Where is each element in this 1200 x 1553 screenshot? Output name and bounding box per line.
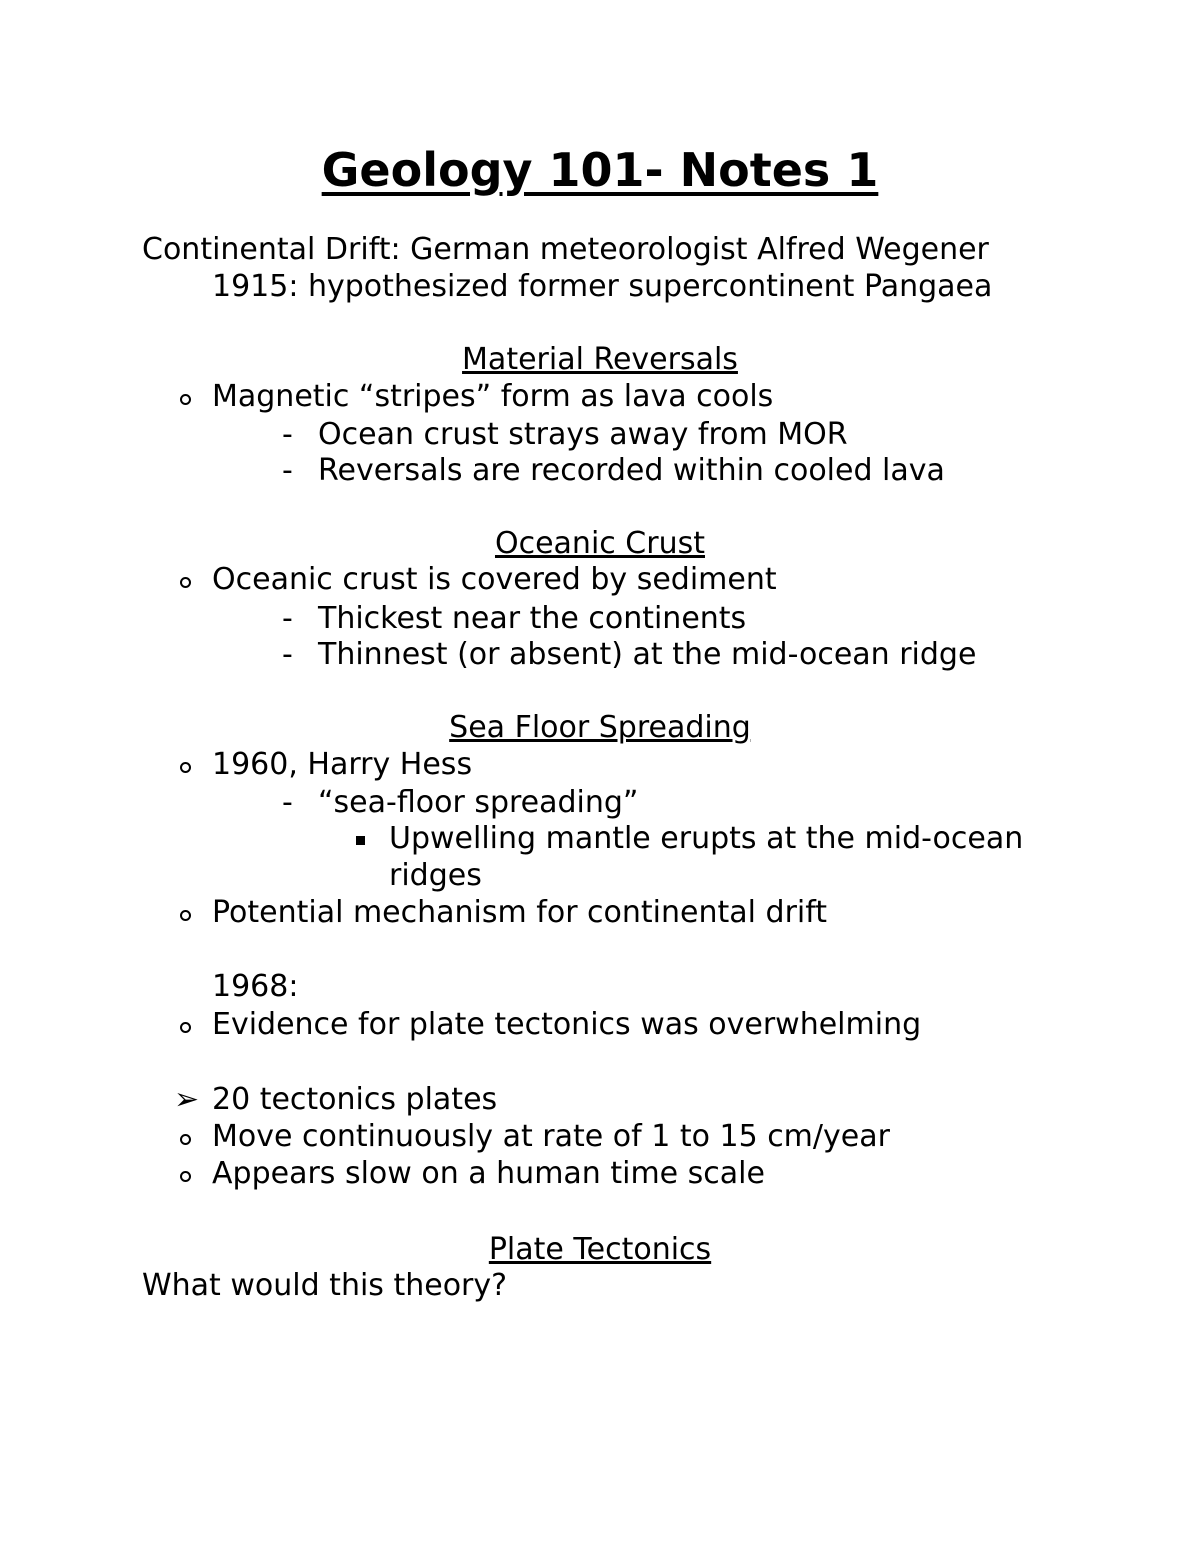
intro-line-1: Continental Drift: German meteorologist Alfred Wegener bbox=[142, 232, 989, 267]
circle-bullet-icon bbox=[180, 762, 191, 773]
square-bullet-icon bbox=[356, 836, 365, 845]
list-item: Upwelling mantle erupts at the mid-ocean bbox=[389, 821, 1024, 856]
list-item: Appears slow on a human time scale bbox=[212, 1156, 765, 1191]
list-item: Oceanic crust is covered by sediment bbox=[212, 562, 777, 597]
arrow-bullet-icon: ➢ bbox=[174, 1082, 200, 1117]
heading-oceanic-crust: Oceanic Crust bbox=[494, 526, 705, 561]
circle-bullet-icon bbox=[180, 577, 191, 588]
list-item: Magnetic “stripes” form as lava cools bbox=[212, 379, 774, 414]
heading-plate-tectonics: Plate Tectonics bbox=[488, 1232, 712, 1267]
list-item: Potential mechanism for continental drift bbox=[212, 895, 828, 930]
dash-bullet: - bbox=[282, 417, 293, 452]
question-text: What would this theory? bbox=[142, 1268, 508, 1303]
circle-bullet-icon bbox=[180, 910, 191, 921]
list-item: 1960, Harry Hess bbox=[212, 747, 473, 782]
dash-bullet: - bbox=[282, 785, 293, 820]
list-item: Thickest near the continents bbox=[318, 601, 747, 636]
list-item: Thinnest (or absent) at the mid-ocean ridge bbox=[318, 637, 977, 672]
list-item: Reversals are recorded within cooled lava bbox=[318, 453, 945, 488]
dash-bullet: - bbox=[282, 637, 293, 672]
circle-bullet-icon bbox=[180, 1134, 191, 1145]
circle-bullet-icon bbox=[180, 1171, 191, 1182]
list-item: “sea-floor spreading” bbox=[318, 785, 639, 820]
list-item: 20 tectonics plates bbox=[212, 1082, 498, 1117]
page-title: Geology 101- Notes 1 bbox=[321, 143, 879, 197]
year-label: 1968: bbox=[212, 969, 299, 1004]
list-item: Evidence for plate tectonics was overwhelming bbox=[212, 1007, 922, 1042]
circle-bullet-icon bbox=[180, 394, 191, 405]
list-item: Ocean crust strays away from MOR bbox=[318, 417, 848, 452]
intro-line-2: 1915: hypothesized former supercontinent Pangaea bbox=[212, 269, 993, 304]
circle-bullet-icon bbox=[180, 1022, 191, 1033]
heading-sea-floor-spreading: Sea Floor Spreading bbox=[449, 710, 751, 745]
dash-bullet: - bbox=[282, 453, 293, 488]
dash-bullet: - bbox=[282, 601, 293, 636]
list-item-continuation: ridges bbox=[389, 858, 482, 893]
list-item: Move continuously at rate of 1 to 15 cm/year bbox=[212, 1119, 890, 1154]
heading-material-reversals: Material Reversals bbox=[462, 342, 738, 377]
